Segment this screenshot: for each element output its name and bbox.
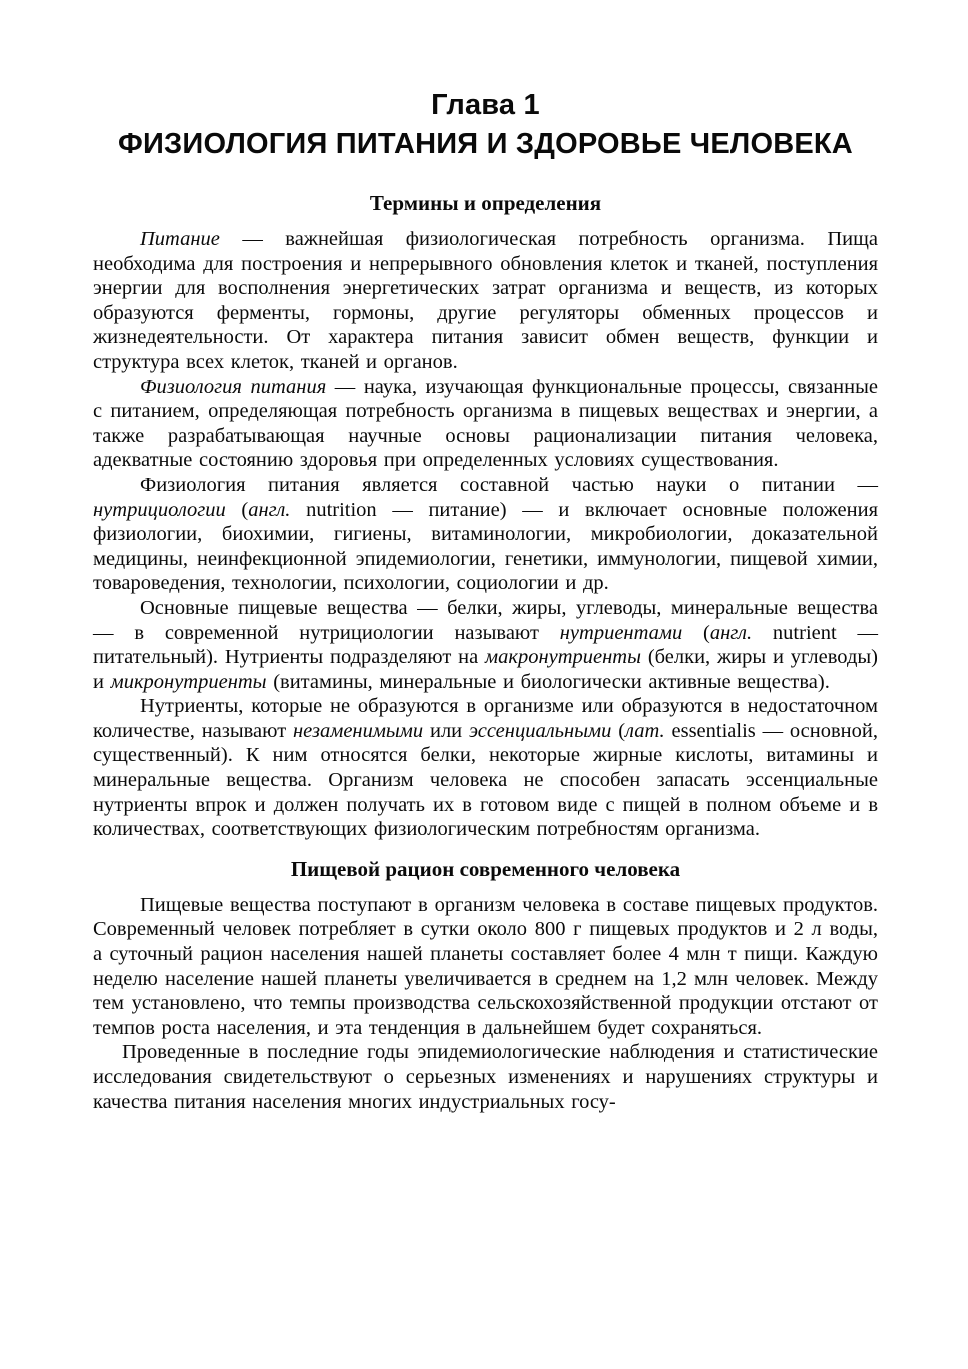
italic-text-run: англ.: [248, 498, 291, 521]
chapter-label: Глава 1: [431, 89, 540, 121]
text-run: — важнейшая физиологическая потребность организма. Пища необходима для построения и непрерывного обновления клеток и тканей, поступления энергии для восполнения энергетических затрат организма и веществ, из которых образуются ферменты, гормоны, другие регуляторы обменных процессов и жизнедеятельности. От характера питания зависит обмен веществ, функции и структура всех клеток, тканей и органов.: [93, 228, 878, 373]
paragraph-nutrition-definition: [93, 227, 878, 375]
italic-text-run: Физиология питания: [140, 375, 327, 398]
text-run: или: [423, 719, 469, 742]
italic-text-run: англ.: [709, 621, 753, 644]
text-run: (: [611, 719, 626, 742]
italic-text-run: эссенциальными: [468, 719, 612, 742]
text-run: Основные пищевые вещества — белки, жиры, углеводы, минеральные вещества — в современной нутрициологии называют: [93, 596, 878, 644]
text-run: (белки, жиры и углеводы) и: [93, 646, 878, 693]
text-run: Пищевые вещества поступают в организм человека в составе пищевых продуктов. Современный человек потребляет в сутки около 800 г пищевых продуктов и 2 л воды, а суточный рацион населения нашей планеты составляет более 4 млн т пищи. Каждую неделю население нашей планеты увеличивается в среднем на 1,2 млн человек. Между тем установлено, что темпы производства сельскохозяйственной продукции отстают от темпов роста населения, и эта тенденция в дальнейшем будет сохраняться.: [93, 893, 878, 1039]
text-run: — наука, изучающая функциональные процессы, связанные с питанием, определяющая потребность организма в пищевых веществах и энергии, а также разрабатывающая научные основы рационализации питания человека, адекватные состоянию здоровья при определенных условиях существования.: [93, 375, 878, 472]
italic-text-run: лат.: [625, 719, 665, 742]
text-run: Проведенные в последние годы эпидемиологические наблюдения и статистические исследования свидетельствуют о серьезных изменениях и нарушениях структуры и качества питания населения многих индустриальных госу-: [93, 1041, 878, 1113]
paragraph-epidemiological-observations: [93, 1040, 878, 1114]
italic-text-run: макронутриенты: [485, 646, 641, 669]
italic-text-run: нутрициологии: [93, 498, 226, 521]
italic-text-run: микронутриенты: [110, 670, 267, 693]
text-run: nutrient — питательный). Нутриенты подразделяют на: [93, 621, 879, 669]
text-run: (: [682, 621, 710, 644]
section-heading-food-ration: Пищевой рацион современного человека: [290, 856, 681, 881]
chapter-heading: [93, 86, 878, 164]
italic-text-run: незаменимыми: [292, 719, 424, 742]
paragraph-nutriciology: [93, 473, 878, 596]
text-run: (витамины, минеральные и биологически активные вещества).: [266, 670, 830, 693]
text-run: essentialis — основной, существенный). К ним относятся белки, некоторые жирные кислоты, витамины и минеральные вещества. Организм человека не способен запасать эссенциальные нутриенты впрок и должен получать их в готовом виде с пищей в полном объеме и в количествах, соответствующих физиологическим потребностям организма.: [93, 719, 879, 841]
italic-text-run: нутриентами: [559, 621, 683, 644]
paragraph-main-nutrients: [93, 596, 878, 694]
text-run: nutrition — питание) — и включает основные положения физиологии, биохимии, гигиены, витаминологии, микробиологии, доказательной медицины, неинфекционной эпидемиологии, генетики, иммунологии, пищевой химии, товароведения, технологии, психологии, социологии и др.: [93, 498, 878, 595]
text-run: (: [225, 498, 249, 521]
paragraph-essential-nutrients: [93, 694, 878, 842]
paragraph-food-ration: [93, 893, 878, 1041]
chapter-title: ФИЗИОЛОГИЯ ПИТАНИЯ И ЗДОРОВЬЕ ЧЕЛОВЕКА: [118, 128, 853, 160]
section-heading-terms-and-definitions: Термины и определения: [369, 191, 602, 215]
text-run: Нутриенты, которые не образуются в организме или образуются в недостаточном количестве, называют: [93, 695, 878, 742]
text-run: Физиология питания является составной частью науки о питании —: [140, 473, 878, 496]
paragraph-nutrition-physiology-definition: [93, 375, 878, 473]
italic-text-run: Питание: [140, 228, 220, 250]
